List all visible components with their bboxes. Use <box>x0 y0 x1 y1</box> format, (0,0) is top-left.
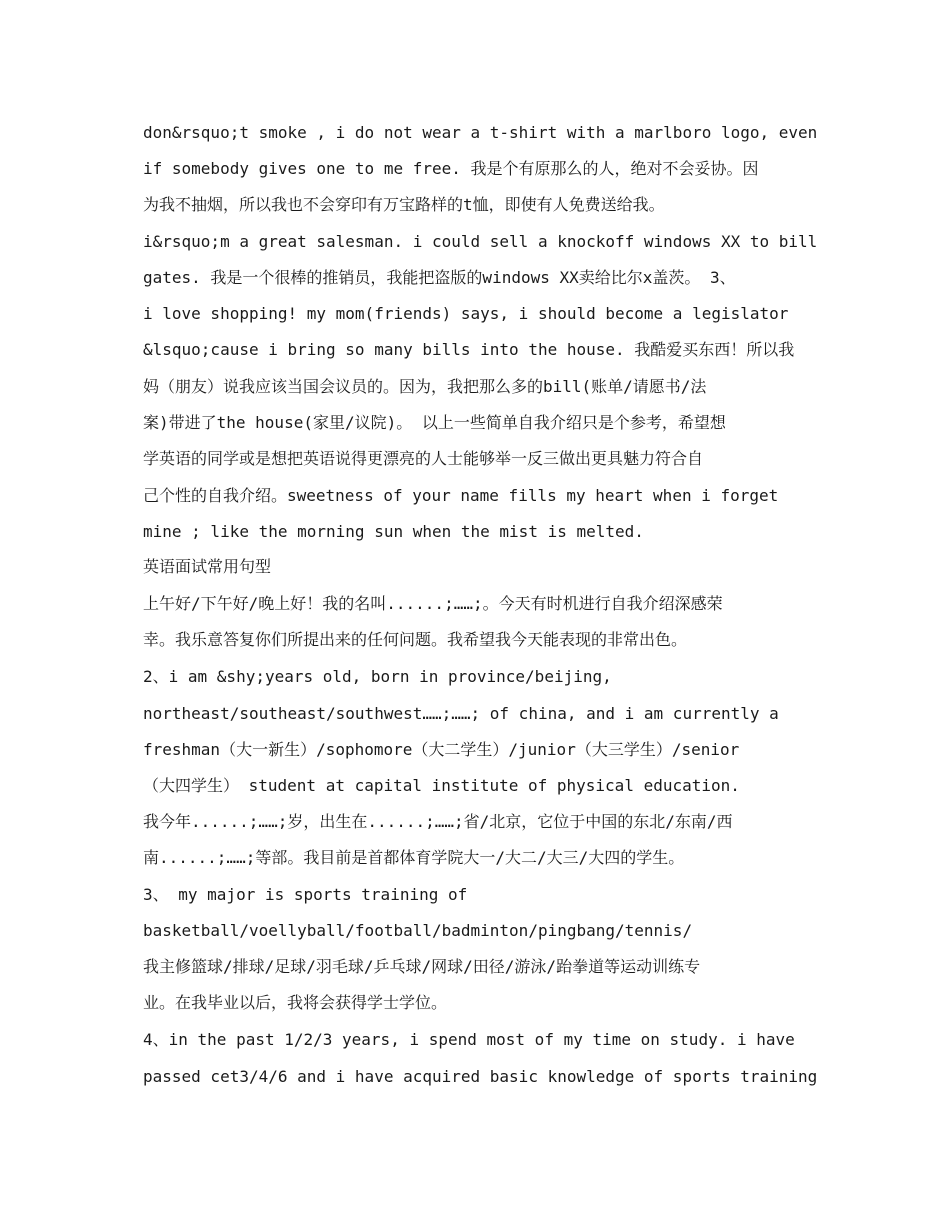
text-line: 案)带进了the house(家里/议院)。 以上一些简单自我介绍只是个参考，希望想 <box>143 413 726 432</box>
text-line: i love shopping! my mom(friends) says, i should become a legislator <box>143 304 789 323</box>
text-line: gates. 我是一个很棒的推销员，我能把盗版的windows XX卖给比尔x盖茨。 3、 <box>143 268 736 287</box>
section-heading: 英语面试常用句型 <box>143 557 272 576</box>
text-line: 业。在我毕业以后，我将会获得学士学位。 <box>143 993 448 1012</box>
text-line: 幸。我乐意答复你们所提出来的任何问题。我希望我今天能表现的非常出色。 <box>143 630 688 649</box>
text-line: 为我不抽烟，所以我也不会穿印有万宝路样的t恤，即使有人免费送给我。 <box>143 195 665 214</box>
text-line: 我主修篮球/排球/足球/羽毛球/乒乓球/网球/田径/游泳/跆拳道等运动训练专 <box>143 957 701 976</box>
text-line: 学英语的同学或是想把英语说得更漂亮的人士能够举一反三做出更具魅力符合自 <box>143 449 704 468</box>
text-line: 南......;……;等部。我目前是首都体育学院大一/大二/大三/大四的学生。 <box>143 848 685 867</box>
text-line: 3、 my major is sports training of <box>143 885 468 904</box>
text-line: mine ; like the morning sun when the mist is melted. <box>143 522 644 541</box>
text-line: freshman（大一新生）/sophomore（大二学生）/junior（大三学生）/senior <box>143 740 740 759</box>
text-line: don&rsquo;t smoke , i do not wear a t-shirt with a marlboro logo, even <box>143 123 818 142</box>
text-line: 4、in the past 1/2/3 years, i spend most of my time on study. i have <box>143 1030 795 1049</box>
text-line: 我今年......;……;岁，出生在......;……;省/北京，它位于中国的东北/东南/西 <box>143 812 733 831</box>
text-line: &lsquo;cause i bring so many bills into the house. 我酷爱买东西！所以我 <box>143 340 795 359</box>
text-line: basketball/voellyball/football/badminton/pingbang/tennis/ <box>143 921 693 940</box>
text-line: passed cet3/4/6 and i have acquired basic knowledge of sports training <box>143 1067 818 1086</box>
text-line: if somebody gives one to me free. 我是个有原那么的人，绝对不会妥协。因 <box>143 159 759 178</box>
text-line: 己个性的自我介绍。sweetness of your name fills my heart when i forget <box>143 486 779 505</box>
text-line: 2、i am &shy;years old, born in province/beijing, <box>143 667 612 686</box>
text-line: （大四学生） student at capital institute of physical education. <box>143 776 740 795</box>
text-line: 妈（朋友）说我应该当国会议员的。因为，我把那么多的bill(账单/请愿书/法 <box>143 377 707 396</box>
text-line: 上午好/下午好/晚上好！我的名叫......;……;。今天有时机进行自我介绍深感荣 <box>143 594 723 613</box>
text-line: northeast/southeast/southwest……;……; of china, and i am currently a <box>143 704 779 723</box>
text-line: i&rsquo;m a great salesman. i could sell a knockoff windows XX to bill <box>143 232 818 251</box>
